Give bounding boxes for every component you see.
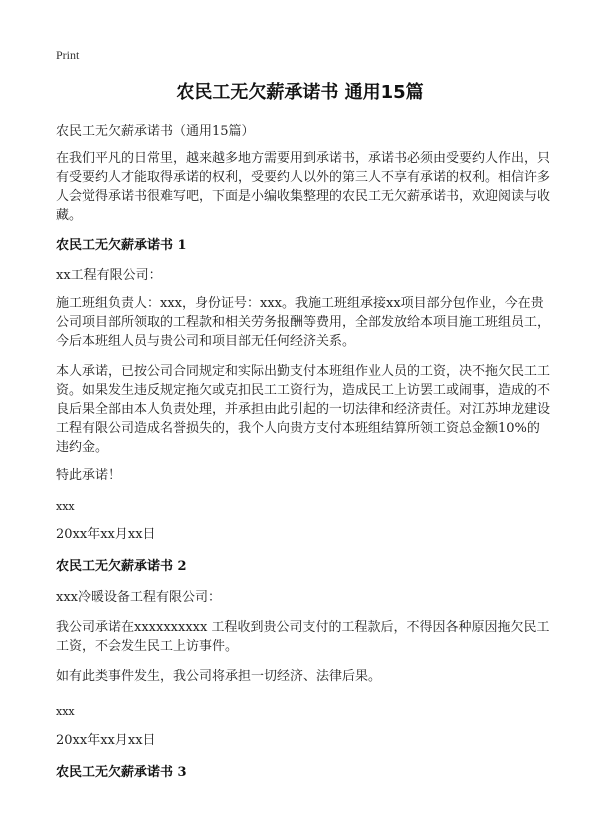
- letter-2-paragraph-1: 我公司承诺在xxxxxxxxxx 工程收到贵公司支付的工程款后，不得因各种原因拖欠民工工资，不会发生民工上访事件。: [56, 620, 550, 654]
- letter-2-date: 20xx年xx月xx日: [56, 733, 156, 748]
- letter-2-heading: 农民工无欠薪承诺书 2: [56, 559, 187, 574]
- letter-3-heading: 农民工无欠薪承诺书 3: [56, 765, 187, 780]
- letter-1-heading: 农民工无欠薪承诺书 1: [56, 238, 187, 253]
- letter-2-signature: xxx: [56, 705, 75, 718]
- letter-1-date: 20xx年xx月xx日: [56, 527, 156, 542]
- intro-paragraph: 在我们平凡的日常里，越来越多地方需要用到承诺书，承诺书必须由受要约人作出，只有受要约人才能取得承诺的权利，受要约人以外的第三人不享有承诺的权利。相信许多人会觉得承诺书很难写吧，下面是小编收集整理的农民工无欠薪承诺书，欢迎阅读与收藏。: [56, 151, 551, 223]
- letter-1-addressee: xx工程有限公司：: [56, 268, 162, 283]
- intro-subtitle: 农民工无欠薪承诺书（通用15篇）: [56, 124, 255, 139]
- letter-1-paragraph-1: 施工班组负责人：xxx，身份证号：xxx。我施工班组承接xx项目部分包作业，今在贵公司项目部所领取的工程款和相关劳务报酬等费用，全部发放给本项目施工班组员工，今后本班组人员与贵公司和项目部无任何经济关系。: [56, 296, 551, 349]
- letter-1-signature: xxx: [56, 500, 75, 513]
- print-link[interactable]: Print: [56, 48, 80, 62]
- document-title: 农民工无欠薪承诺书 通用15篇: [176, 82, 424, 103]
- letter-2-addressee: xxx冷暖设备工程有限公司：: [56, 590, 221, 605]
- letter-1-paragraph-2: 本人承诺，已按公司合同规定和实际出勤支付本班组作业人员的工资，决不拖欠民工工资。如果发生违反规定拖欠或克扣民工工资行为，造成民工上访罢工或闹事，造成的不良后果全部由本人负责处理，并承担由此引起的一切法律和经济责任。对江苏坤龙建设工程有限公司造成名誉损失的，我个人向贵方支付本班组结算所领工资总金额10%的违约金。: [56, 364, 551, 455]
- letter-2-paragraph-2: 如有此类事件发生，我公司将承担一切经济、法律后果。: [56, 669, 382, 684]
- letter-1-closing: 特此承诺！: [56, 468, 122, 483]
